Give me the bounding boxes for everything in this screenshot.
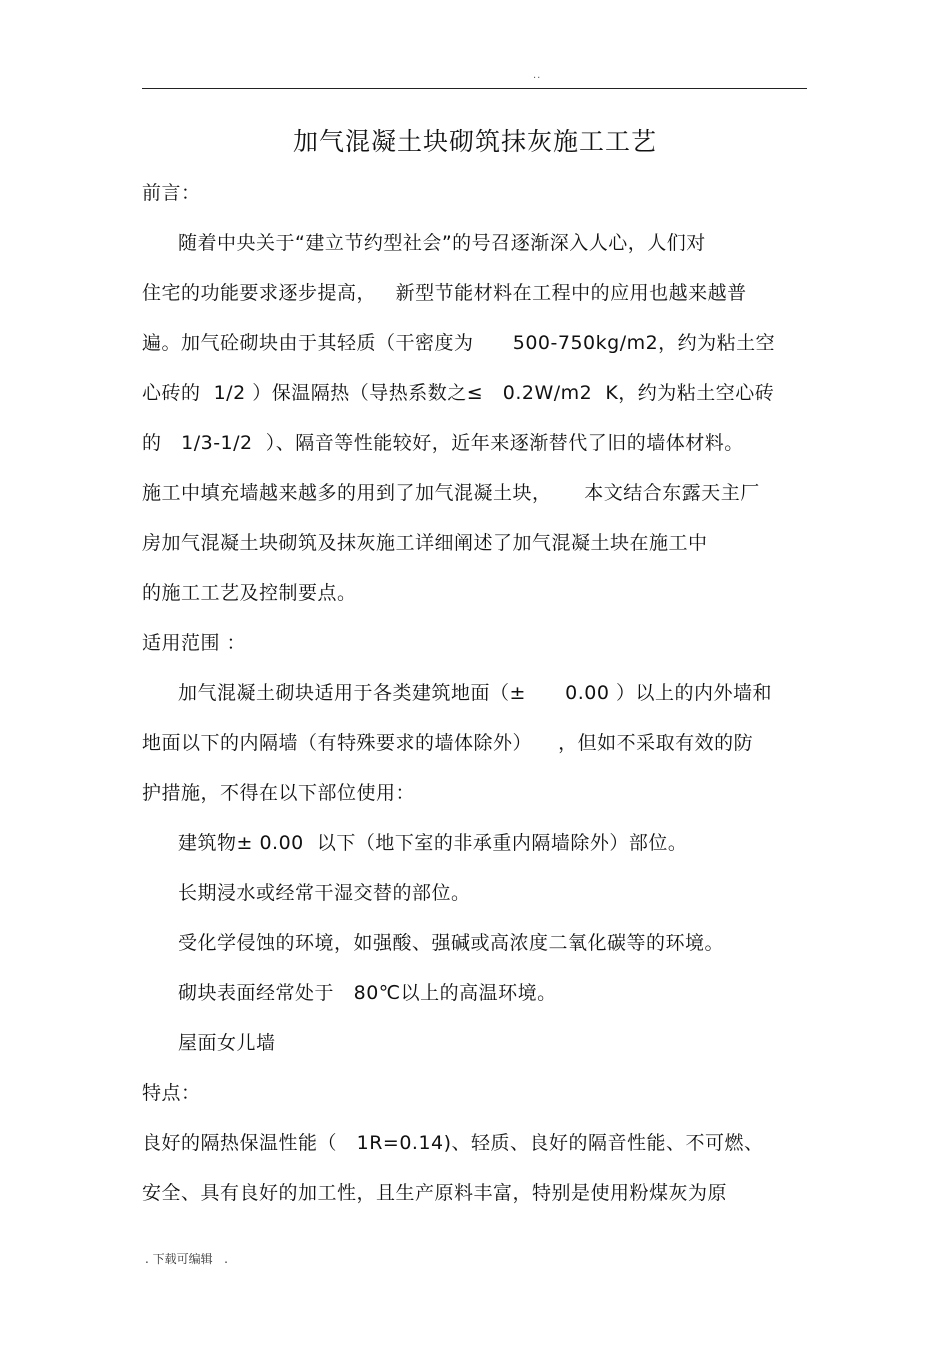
- list-item: 受化学侵蚀的环境，如强酸、强碱或高浓度二氧化碳等的环境。: [178, 932, 725, 954]
- paragraph-line: 施工中填充墙越来越多的用到了加气混凝土块， 本文结合东露天主厂: [142, 482, 760, 504]
- header-rule: [142, 88, 807, 89]
- paragraph-line: 随着中央关于“建立节约型社会”的号召逐渐深入人心，人们对: [178, 232, 706, 254]
- paragraph-line: 的施工工艺及控制要点。: [142, 582, 357, 604]
- list-item: 屋面女儿墙: [178, 1032, 276, 1054]
- section-heading-features: 特点：: [142, 1082, 201, 1104]
- list-item: 砌块表面经常处于 80℃以上的高温环境。: [178, 982, 557, 1004]
- paragraph-line: 安全、具有良好的加工性，且生产原料丰富，特别是使用粉煤灰为原: [142, 1182, 728, 1204]
- section-heading-preface: 前言：: [142, 182, 201, 204]
- list-item: 长期浸水或经常干湿交替的部位。: [178, 882, 471, 904]
- paragraph-line: 护措施，不得在以下部位使用：: [142, 782, 416, 804]
- paragraph-line: 加气混凝土砌块适用于各类建筑地面（± 0.00 ）以上的内外墙和: [178, 682, 773, 704]
- paragraph-line: 遍。加气砼砌块由于其轻质（干密度为 500-750kg/m2，约为粘土空: [142, 332, 776, 354]
- paragraph-line: 的 1/3-1/2 ）、隔音等性能较好，近年来逐渐替代了旧的墙体材料。: [142, 432, 744, 454]
- paragraph-line: 地面以下的内隔墙（有特殊要求的墙体除外） ，但如不采取有效的防: [142, 732, 754, 754]
- footer-note: . 下载可编辑 .: [145, 1252, 228, 1266]
- document-title: 加气混凝土块砌筑抹灰施工工艺: [292, 127, 657, 156]
- paragraph-line: 住宅的功能要求逐步提高， 新型节能材料在工程中的应用也越来越普: [142, 282, 747, 304]
- section-heading-scope: 适用范围 ：: [142, 632, 247, 654]
- paragraph-line: 良好的隔热保温性能（ 1R=0.14)、轻质、良好的隔音性能、不可燃、: [142, 1132, 764, 1154]
- paragraph-line: 心砖的 1/2 ）保温隔热（导热系数之≤ 0.2W/m2 K，约为粘土空心砖: [142, 382, 775, 404]
- header-mark: ..: [533, 70, 542, 81]
- list-item: 建筑物± 0.00 以下（地下室的非承重内隔墙除外）部位。: [178, 832, 688, 854]
- paragraph-line: 房加气混凝土块砌筑及抹灰施工详细阐述了加气混凝土块在施工中: [142, 532, 708, 554]
